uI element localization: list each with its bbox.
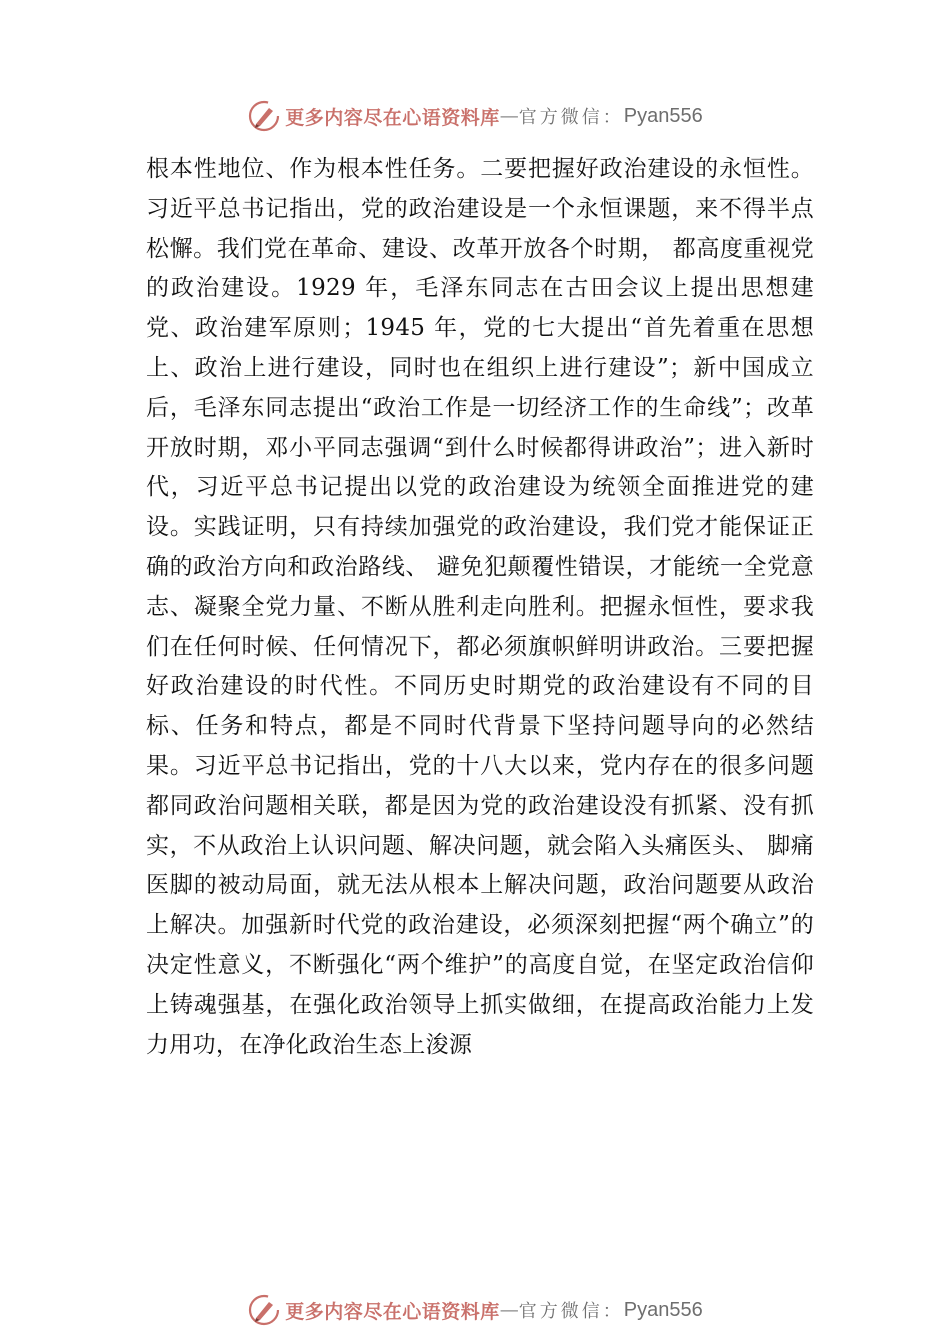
watermark-wechat-id: Pyan556 — [623, 104, 703, 127]
document-body: 根本性地位、作为根本性任务。二要把握好政治建设的永恒性。习近平总书记指出，党的政治建设是一个永恒课题，来不得半点松懈。我们党在革命、建设、改革开放各个时期， 都高度重视党的政治建设。1929 年，毛泽东同志在古田会议上提出思想建党、政治建军原则；1945 年，党的七大提出“首先着重在思想上、政治上进行建设，同时也在组织上进行建设”；新中国成立后，毛泽东同志提出“政治工作是一切经济工作的生命线”；改革开放时期，邓小平同志强调“到什么时候都得讲政治”；进入新时代，习近平总书记提出以党的政治建设为统领全面推进党的建设。实践证明，只有持续加强党的政治建设，我们党才能保证正确的政治方向和政治路线、 避免犯颠覆性错误，才能统一全党意志、凝聚全党力量、不断从胜利走向胜利。把握永恒性，要求我们在任何时候、任何情况下，都必须旗帜鲜明讲政治。三要把握好政治建设的时代性。不同历史时期党的政治建设有不同的目标、任务和特点，都是不同时代背景下坚持问题导向的必然结果。习近平总书记指出，党的十八大以来，党内存在的很多问题都同政治问题相关联，都是因为党的政治建设没有抓紧、没有抓实，不从政治上认识问题、解决问题，就会陷入头痛医头、 脚痛医脚的被动局面，就无法从根本上解决问题，政治问题要从政治上解决。加强新时代党的政治建设，必须深刻把握“两个确立”的决定性意义，不断强化“两个维护”的高度自觉，在坚定政治信仰上铸魂强基，在强化政治领导上抓实做细，在提高政治能力上发力用功，在净化政治生态上浚源 — [146, 156, 814, 1058]
watermark-footer — [0, 1290, 950, 1330]
watermark-label: 官方微信： — [518, 1301, 624, 1322]
pen-circle-logo-icon — [247, 1293, 281, 1327]
watermark-separator: — — [499, 1299, 519, 1321]
watermark-separator: — — [499, 105, 519, 127]
watermark-brand: 更多内容尽在心语资料库 — [285, 106, 500, 129]
watermark-brand: 更多内容尽在心语资料库 — [285, 1300, 500, 1323]
watermark-header — [0, 96, 950, 136]
watermark-label: 官方微信： — [518, 107, 624, 128]
pen-circle-logo-icon — [247, 99, 281, 133]
watermark-wechat-id: Pyan556 — [623, 1298, 703, 1321]
